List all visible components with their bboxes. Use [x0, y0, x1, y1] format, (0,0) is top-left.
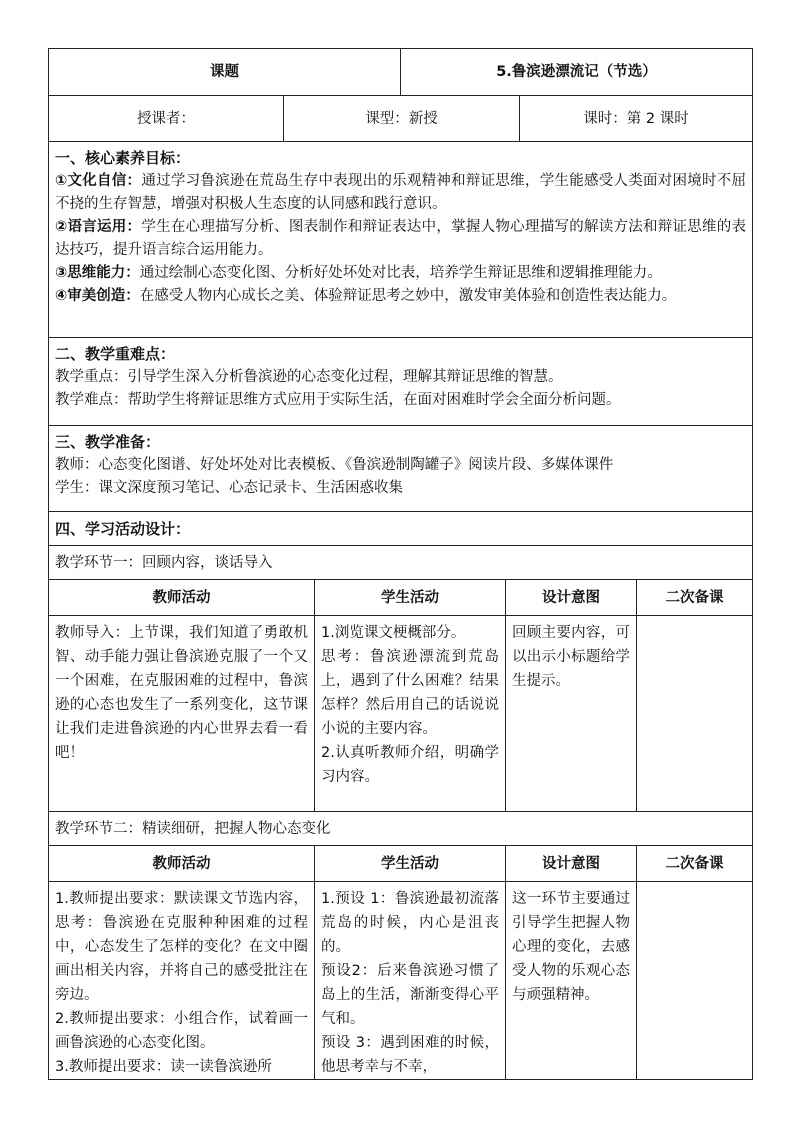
teacher-step: 1.教师提出要求：默读课文节选内容，思考：鲁滨逊在克服种种困难的过程中，心态发生了怎样的变化？在文中圈画出相关内容，并将自己的感受批注在旁边。: [55, 891, 308, 1003]
column-header-notes: 二次备课: [636, 846, 752, 881]
column-header-teacher: 教师活动: [152, 855, 211, 872]
section2-teacher-activity: [49, 882, 314, 1079]
goal-item: [55, 262, 746, 285]
teacher-label: 授课者：: [137, 110, 195, 127]
preparation-section: [48, 426, 753, 512]
column-header-notes: 二次备课: [636, 580, 752, 615]
goal-label: ②语言运用：: [55, 219, 142, 235]
student-step: 1.浏览课文梗概部分。: [321, 625, 466, 641]
section2-column-headers: [48, 846, 753, 882]
section2-student-activity: [314, 882, 505, 1079]
preparation-heading: 三、教学准备：: [55, 433, 161, 451]
goals-section: [48, 142, 753, 338]
key-point-focus: 教学重点：引导学生深入分析鲁滨逊的心态变化过程，理解其辩证思维的智慧。: [55, 369, 563, 385]
lesson-plan-table: [48, 48, 753, 1080]
section1-teacher-activity: 教师导入：上节课，我们知道了勇敢机智、动手能力强让鲁滨逊克服了一个又一个困难，在克服困难的过程中，鲁滨逊的心态也发生了一系列变化，这节课让我们走进鲁滨逊的内心世界去看一看吧！: [55, 625, 308, 761]
preparation-teacher: 教师：心态变化图谱、好处坏处对比表模板、《鲁滨逊制陶罐子》阅读片段、多媒体课件: [55, 457, 614, 473]
preparation-block: [49, 426, 752, 511]
student-step: 预设 3：遇到困难的时候，他思考幸与不幸，: [321, 1035, 499, 1075]
lesson-period: 课时：第 2 课时: [519, 96, 752, 141]
section2-title: 教学环节二：精读细研，把握人物心态变化: [55, 821, 331, 837]
student-step: 2.认真听教师介绍，明确学习内容。: [321, 745, 499, 785]
goals-heading: 一、核心素养目标：: [55, 149, 191, 167]
header-row-subject: [48, 48, 753, 96]
goal-text: 通过学习鲁滨逊在荒岛生存中表现出的乐观精神和辩证思维，学生能感受人类面对困境时不屈不挠的生存智慧，增强对积极人生态度的认同感和践行意识。: [55, 173, 746, 212]
section1-student-activity: [314, 616, 505, 811]
student-step: 思考：鲁滨逊漂流到荒岛上，遇到了什么困难？结果怎样？然后用自己的话说说小说的主要内容。: [321, 649, 499, 737]
teacher-step: 2.教师提出要求：小组合作，试着画一画鲁滨逊的心态变化图。: [55, 1011, 308, 1051]
lesson-type: 课型：新授: [283, 96, 519, 141]
student-step: 预设2：后来鲁滨逊习惯了岛上的生活，渐渐变得心平气和。: [321, 963, 499, 1027]
key-points-block: [49, 338, 752, 425]
key-points-section: [48, 338, 753, 426]
goals-block: [49, 142, 752, 337]
key-points-heading: 二、教学重难点：: [55, 345, 176, 363]
section1-content-row: [48, 616, 753, 812]
teacher-step: 3.教师提出要求：读一读鲁滨逊所: [55, 1059, 272, 1075]
preparation-student: 学生：课文深度预习笔记、心态记录卡、生活困惑收集: [55, 480, 403, 496]
header-row-meta: [48, 96, 753, 142]
student-step: 1.预设 1：鲁滨逊最初流落荒岛的时候，内心是沮丧的。: [321, 891, 499, 955]
goal-item: [55, 285, 746, 308]
goal-label: ④审美创造：: [55, 288, 140, 304]
section2-design-intent: 这一环节主要通过引导学生把握人物心理的变化，去感受人物的乐观心态与顽强精神。: [505, 882, 636, 1079]
subject-value: 5.鲁滨逊漂流记（节选）: [400, 49, 752, 95]
goal-item: [55, 216, 746, 262]
activities-heading: 四、学习活动设计：: [55, 520, 191, 538]
subject-label: 课题: [210, 64, 239, 80]
section2-title-row: [48, 812, 753, 846]
goal-text: 通过绘制心态变化图、分析好处坏处对比表，培养学生辩证思维和逻辑推理能力。: [139, 265, 662, 281]
column-header-student: 学生活动: [314, 580, 505, 615]
section1-title-row: [48, 546, 753, 580]
column-header-teacher: 教师活动: [152, 589, 211, 606]
key-point-difficulty: 教学难点：帮助学生将辩证思维方式应用于实际生活，在面对困难时学会全面分析问题。: [55, 392, 621, 408]
section1-column-headers: [48, 580, 753, 616]
column-header-intent: 设计意图: [505, 580, 636, 615]
section1-design-intent: 回顾主要内容，可以出示小标题给学生提示。: [505, 616, 636, 811]
goal-text: 学生在心理描写分析、图表制作和辩证表达中，掌握人物心理描写的解读方法和辩证思维的表达技巧，提升语言综合运用能力。: [55, 219, 746, 258]
column-header-intent: 设计意图: [505, 846, 636, 881]
section2-content-row: [48, 882, 753, 1080]
section2-revision-notes: [636, 882, 752, 1079]
section1-title: 教学环节一：回顾内容，谈话导入: [55, 555, 273, 571]
goal-label: ③思维能力：: [55, 265, 140, 281]
column-header-student: 学生活动: [314, 846, 505, 881]
goal-item: [55, 170, 746, 216]
section1-revision-notes: [636, 616, 752, 811]
goal-label: ①文化自信：: [55, 173, 142, 189]
activities-heading-row: [48, 512, 753, 546]
goal-text: 在感受人物内心成长之美、体验辩证思考之妙中，激发审美体验和创造性表达能力。: [139, 288, 677, 304]
